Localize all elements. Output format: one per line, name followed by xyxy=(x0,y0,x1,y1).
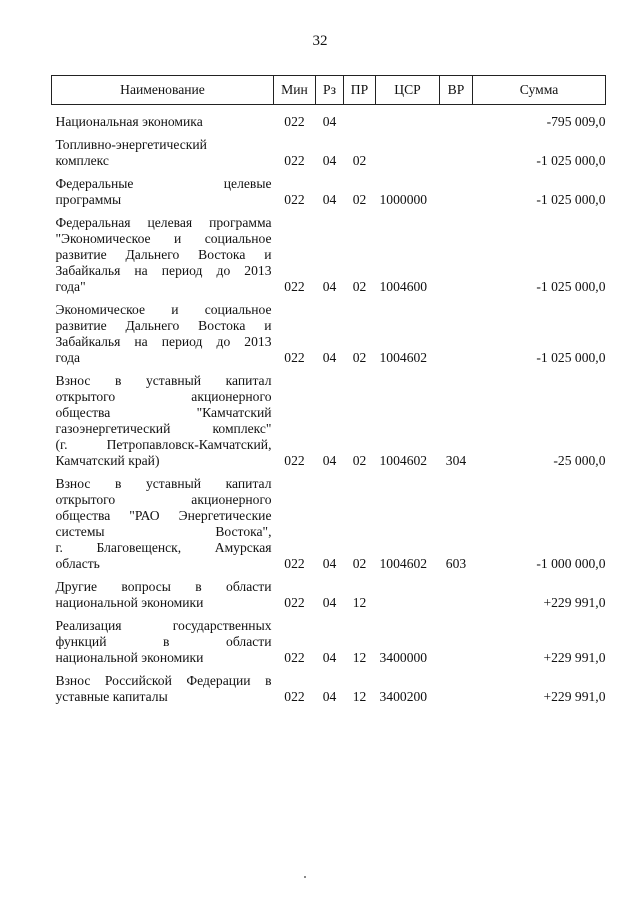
row-sum: -25 000,0 xyxy=(553,453,606,468)
row-sum: +229 991,0 xyxy=(543,595,606,610)
row-name-line: года xyxy=(55,350,81,365)
row-name xyxy=(52,215,274,295)
row-rz: 04 xyxy=(322,153,337,168)
row-csr: 1000000 xyxy=(379,192,428,207)
row-name xyxy=(52,114,274,130)
row-name-line: Взнос в уставный капитал xyxy=(55,373,272,388)
row-vr xyxy=(440,215,473,295)
row-name-line: (г. Петропавловск-Камчатский, xyxy=(55,437,272,452)
row-min: 022 xyxy=(284,650,305,665)
row-rz: 04 xyxy=(322,689,337,704)
row-vr: 304 xyxy=(445,453,467,468)
header-vr: ВР xyxy=(440,76,473,105)
row-min: 022 xyxy=(284,192,305,207)
row-name-line: Камчатский край) xyxy=(55,453,160,468)
row-name-line: Забайкалья на период до 2013 xyxy=(55,263,272,278)
row-spacer xyxy=(52,469,606,476)
table-row xyxy=(52,476,606,572)
row-name-line: "Экономическое и социальное xyxy=(55,231,272,246)
row-vr xyxy=(440,137,473,169)
row-name-line: общества "РАО Энергетические xyxy=(55,508,272,523)
row-name-line: системы Востока", xyxy=(55,524,272,539)
row-name-line: национальной экономики xyxy=(55,650,204,665)
row-vr xyxy=(440,114,473,130)
row-vr xyxy=(440,302,473,366)
row-name-line: Федеральная целевая программа xyxy=(55,215,272,230)
row-sum: -1 025 000,0 xyxy=(536,350,606,365)
row-name-line: комплекс xyxy=(55,153,109,168)
row-pr: 02 xyxy=(352,453,367,468)
row-name xyxy=(52,618,274,666)
row-spacer xyxy=(52,366,606,373)
row-rz: 04 xyxy=(322,595,337,610)
row-sum: +229 991,0 xyxy=(543,650,606,665)
row-csr xyxy=(376,579,440,611)
row-name-line: Федеральные целевые xyxy=(55,176,272,191)
row-rz: 04 xyxy=(322,350,337,365)
header-csr: ЦСР xyxy=(376,76,440,105)
row-sum: -795 009,0 xyxy=(546,114,606,129)
row-name-line: Экономическое и социальное xyxy=(55,302,272,317)
row-csr: 1004600 xyxy=(379,279,428,294)
header-sum: Сумма xyxy=(473,76,606,105)
row-name-line: область xyxy=(55,556,100,571)
table-row xyxy=(52,579,606,611)
row-name xyxy=(52,476,274,572)
row-name-line: газоэнергетический комплекс" xyxy=(55,421,272,436)
scan-speck xyxy=(304,876,306,878)
row-name xyxy=(52,302,274,366)
row-csr: 1004602 xyxy=(379,350,428,365)
row-csr: 3400000 xyxy=(379,650,428,665)
row-name-line: Другие вопросы в области xyxy=(55,579,272,594)
row-pr: 02 xyxy=(352,556,367,571)
row-name-line: Забайкалья на период до 2013 xyxy=(55,334,272,349)
row-name-line: общества "Камчатский xyxy=(55,405,272,420)
row-rz: 04 xyxy=(322,650,337,665)
row-rz: 04 xyxy=(322,556,337,571)
row-name-line: Национальная экономика xyxy=(55,114,203,129)
row-name-line: года" xyxy=(55,279,86,294)
row-pr: 02 xyxy=(352,279,367,294)
row-spacer xyxy=(52,611,606,618)
row-name xyxy=(52,373,274,469)
row-rz: 04 xyxy=(322,192,337,207)
row-name-line: Реализация государственных xyxy=(55,618,272,633)
row-spacer xyxy=(52,105,606,115)
row-name-line: открытого акционерного xyxy=(55,389,272,404)
table-row xyxy=(52,114,606,130)
header-pr: ПР xyxy=(344,76,376,105)
row-sum: -1 025 000,0 xyxy=(536,153,606,168)
row-min: 022 xyxy=(284,114,305,129)
header-min: Мин xyxy=(274,76,316,105)
table-row xyxy=(52,618,606,666)
row-name-line: Взнос в уставный капитал xyxy=(55,476,272,491)
row-spacer xyxy=(52,130,606,137)
row-min: 022 xyxy=(284,595,305,610)
row-name-line: развитие Дальнего Востока и xyxy=(55,318,272,333)
row-csr: 1004602 xyxy=(379,556,428,571)
row-name-line: Взнос Российской Федерации в xyxy=(55,673,272,688)
row-name-line: Топливно-энергетический xyxy=(55,137,207,152)
table-row xyxy=(52,373,606,469)
row-name-line: открытого акционерного xyxy=(55,492,272,507)
table-body xyxy=(52,105,606,706)
row-spacer xyxy=(52,295,606,302)
row-name xyxy=(52,579,274,611)
row-pr: 12 xyxy=(352,595,367,610)
row-name-line: национальной экономики xyxy=(55,595,204,610)
row-pr: 02 xyxy=(352,350,367,365)
row-spacer xyxy=(52,169,606,176)
row-rz: 04 xyxy=(322,114,337,129)
row-csr: 3400200 xyxy=(379,689,428,704)
row-min: 022 xyxy=(284,689,305,704)
table-row xyxy=(52,302,606,366)
table-row xyxy=(52,176,606,208)
row-sum: -1 025 000,0 xyxy=(536,192,606,207)
row-spacer xyxy=(52,666,606,673)
row-min: 022 xyxy=(284,556,305,571)
row-name-line: программы xyxy=(55,192,122,207)
row-name-line: уставные капиталы xyxy=(55,689,168,704)
table-row xyxy=(52,137,606,169)
row-csr xyxy=(376,137,440,169)
row-min: 022 xyxy=(284,350,305,365)
row-vr xyxy=(440,176,473,208)
row-min: 022 xyxy=(284,279,305,294)
table-row xyxy=(52,215,606,295)
row-vr xyxy=(440,618,473,666)
table-header-row xyxy=(52,76,606,105)
row-rz: 04 xyxy=(322,279,337,294)
row-sum: +229 991,0 xyxy=(543,689,606,704)
row-name-line: г. Благовещенск, Амурская xyxy=(55,540,272,555)
row-vr xyxy=(440,579,473,611)
row-pr: 12 xyxy=(352,689,367,704)
header-name: Наименование xyxy=(52,76,274,105)
row-spacer xyxy=(52,208,606,215)
row-name xyxy=(52,673,274,705)
row-spacer xyxy=(52,572,606,579)
row-rz: 04 xyxy=(322,453,337,468)
row-pr: 02 xyxy=(352,153,367,168)
row-csr: 1004602 xyxy=(379,453,428,468)
row-pr: 02 xyxy=(352,192,367,207)
row-sum: -1 000 000,0 xyxy=(536,556,606,571)
row-csr xyxy=(376,114,440,130)
row-vr xyxy=(440,673,473,705)
row-name xyxy=(52,137,274,169)
row-min: 022 xyxy=(284,453,305,468)
table-row xyxy=(52,673,606,705)
row-vr: 603 xyxy=(445,556,467,571)
header-rz: Рз xyxy=(316,76,344,105)
row-pr xyxy=(344,114,376,130)
page-number: 32 xyxy=(312,33,328,49)
row-min: 022 xyxy=(284,153,305,168)
row-pr: 12 xyxy=(352,650,367,665)
budget-table xyxy=(51,75,606,705)
row-name xyxy=(52,176,274,208)
row-name-line: функций в области xyxy=(55,634,272,649)
row-name-line: развитие Дальнего Востока и xyxy=(55,247,272,262)
row-sum: -1 025 000,0 xyxy=(536,279,606,294)
